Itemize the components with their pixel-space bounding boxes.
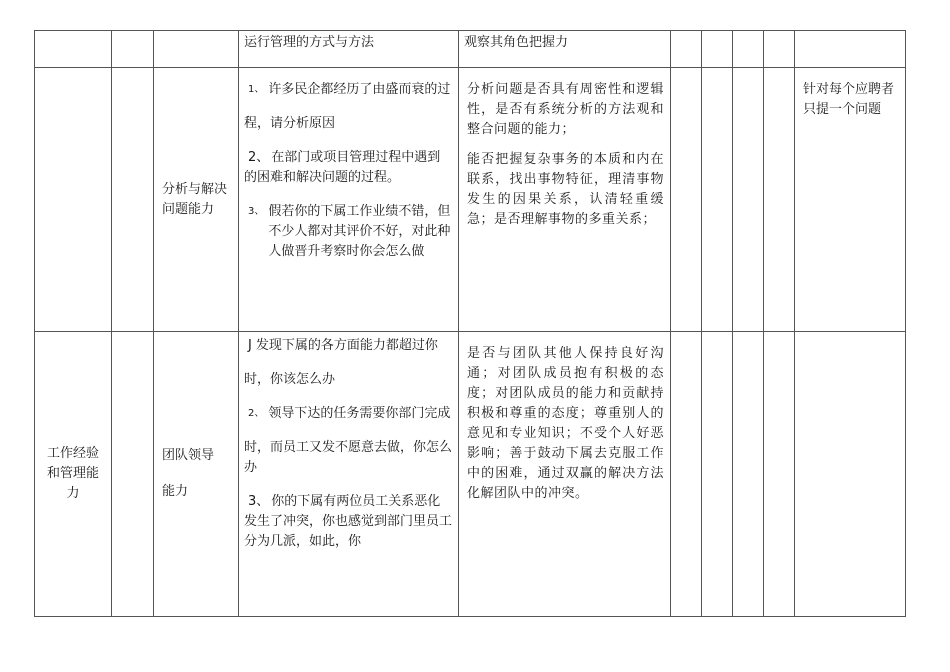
table-cell — [154, 31, 239, 68]
question-text: 发现下属的各方面能力都超过你 — [255, 338, 438, 353]
observe-cell — [459, 332, 671, 617]
method-header-cell — [239, 31, 459, 68]
note-cell — [795, 332, 906, 617]
observe-point: 能否把握复杂事务的本质和内在联系，找出事物特征，理清事物发生的因果关系，认清轻重缓急；是否理解事物的多重关系； — [467, 152, 664, 227]
question-item — [244, 148, 453, 188]
score-cell — [671, 332, 702, 617]
competency-label: 分析与解决问题能力 — [162, 181, 228, 217]
question-number: 3、 — [248, 494, 270, 509]
question-text: 在部门或项目管理过程中遇到的困难和解决问题的过程。 — [244, 150, 441, 185]
question-number: 1、 — [248, 84, 265, 95]
observe-point: 分析问题是否具有周密性和逻辑性，是否有系统分析的方法观和整合问题的能力； — [467, 82, 664, 137]
question-item — [244, 80, 453, 100]
questions-cell — [239, 332, 459, 617]
score-cell — [733, 68, 764, 332]
questions-cell — [239, 68, 459, 332]
competency-label-line: 团队领导 — [162, 448, 215, 463]
score-cell — [733, 332, 764, 617]
note-cell — [795, 68, 906, 332]
table-row — [35, 68, 906, 332]
question-continuation: 时，而员工又发不愿意去做，你怎么办 — [244, 440, 453, 475]
category-label: 工作经验和管理能力 — [46, 446, 99, 501]
note-cell — [795, 31, 906, 68]
competency-cell — [154, 332, 239, 617]
question-item — [244, 202, 453, 262]
competency-cell — [154, 68, 239, 332]
note-text: 针对每个应聘者只提一个问题 — [803, 82, 895, 117]
category-cell — [35, 332, 112, 617]
question-item — [244, 336, 453, 356]
score-cell — [671, 68, 702, 332]
question-number: J — [248, 338, 252, 353]
question-continuation: 时，你该怎么办 — [244, 372, 336, 387]
question-continuation: 程，请分析原因 — [244, 116, 336, 131]
table-cell — [112, 31, 154, 68]
question-text: 你的下属有两位员工关系恶化发生了冲突，你也感觉到部门里员工分为几派，如此，你 — [244, 494, 453, 549]
method-header: 运行管理的方式与方法 — [244, 35, 375, 50]
question-number: 2、 — [248, 150, 270, 165]
score-cell — [733, 31, 764, 68]
score-cell — [702, 68, 733, 332]
score-cell — [671, 31, 702, 68]
table-cell — [112, 68, 154, 332]
observe-cell — [459, 68, 671, 332]
score-cell — [702, 332, 733, 617]
question-text: 领导下达的任务需要你部门完成 — [268, 406, 451, 421]
question-item — [244, 492, 453, 552]
score-cell — [764, 31, 795, 68]
score-cell — [702, 31, 733, 68]
competency-label-line: 能力 — [162, 484, 189, 499]
score-cell — [764, 332, 795, 617]
observe-header: 观察其角色把握力 — [464, 35, 569, 50]
question-text: 假若你的下属工作业绩不错，但不少人都对其评价不好，对此种人做晋升考察时你会怎么做 — [268, 204, 451, 259]
question-text: 许多民企都经历了由盛而衰的过 — [268, 82, 451, 97]
interview-evaluation-table — [34, 30, 906, 617]
table-cell — [112, 332, 154, 617]
score-cell — [764, 68, 795, 332]
table-cell — [35, 31, 112, 68]
table-row — [35, 332, 906, 617]
observe-header-cell — [459, 31, 671, 68]
question-number: 2、 — [248, 408, 265, 419]
question-item — [244, 404, 453, 424]
table-cell — [35, 68, 112, 332]
observe-point: 是否与团队其他人保持良好沟通；对团队成员抱有积极的态度；对团队成员的能力和贡献持积极和尊重的态度；尊重别人的意见和专业知识；不受个人好恶影响；善于鼓动下属去克服工作中的困难，通过双赢的解决方法化解团队中的冲突。 — [467, 346, 664, 501]
question-number: 3、 — [248, 206, 265, 217]
table-row — [35, 31, 906, 68]
